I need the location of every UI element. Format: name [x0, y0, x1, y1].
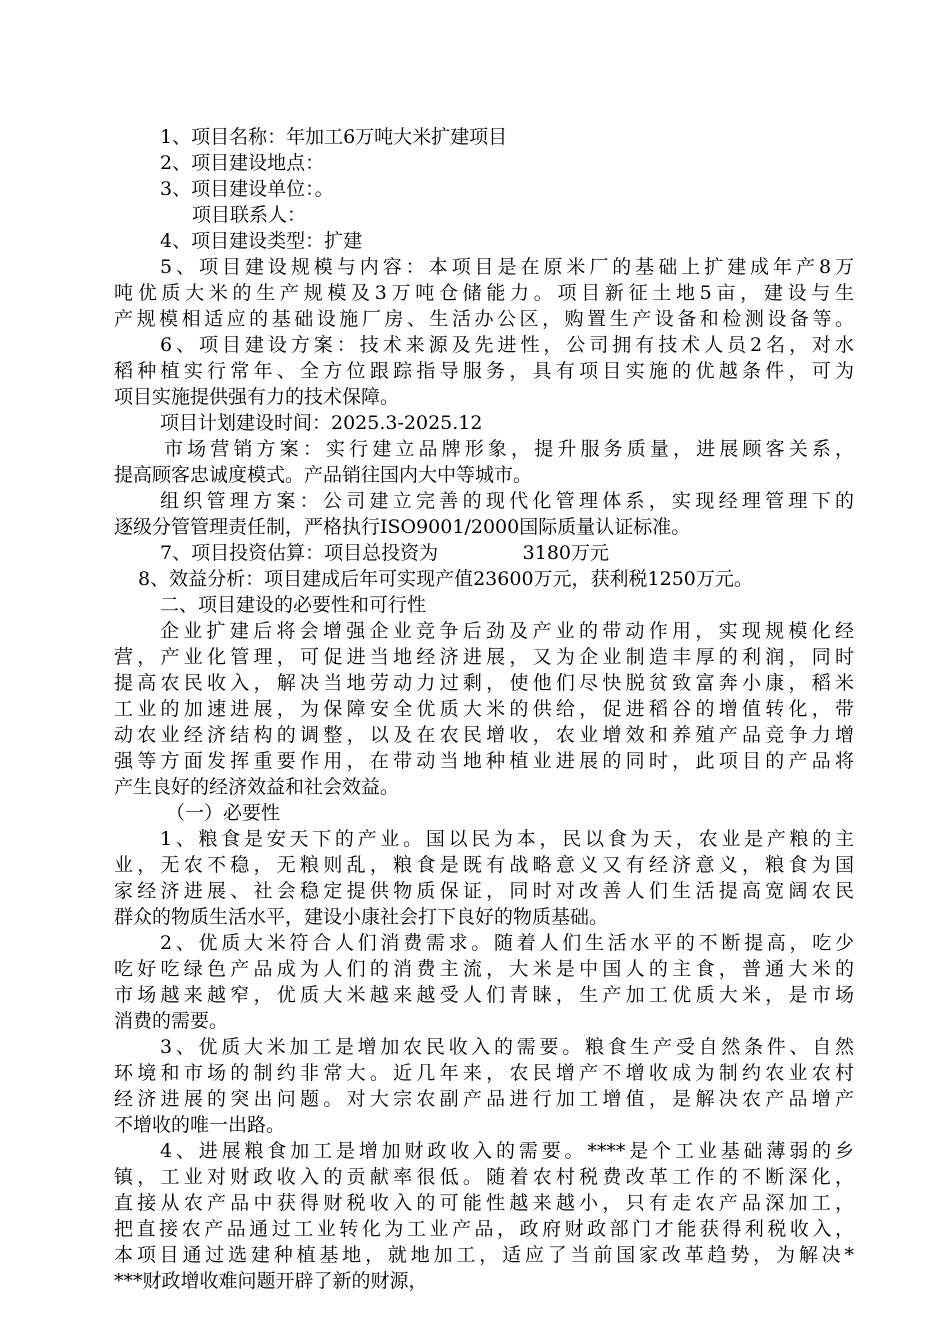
- paragraph-line: 镇，工业对财政收入的贡献率很低。随着农村税费改革工作的不断深化，: [114, 1166, 854, 1188]
- paragraph-line: 不增收的唯一出路。: [114, 1114, 286, 1136]
- paragraph-line: 消费的需要。: [114, 1010, 229, 1032]
- item-investment: 7、项目投资估算：项目总投资为 3180万元: [160, 542, 609, 564]
- paragraph-line: 4、进展粮食加工是增加财政收入的需要。****是个工业基础薄弱的乡: [160, 1140, 854, 1162]
- paragraph-line: 家经济进展、社会稳定提供物质保证，同时对改善人们生活提高宽阔农民: [114, 880, 854, 902]
- item-scale-line: 产规模相适应的基础设施厂房、生活办公区，购置生产设备和检测设备等。: [114, 308, 854, 330]
- item-plan-line: 项目实施提供强有力的技术保障。: [114, 386, 400, 408]
- item-organization-line: 组织管理方案：公司建立完善的现代化管理体系，实现经理管理下的: [160, 490, 854, 512]
- paragraph-line: 经济进展的突出问题。对大宗农副产品进行加工增值，是解决农产品增产: [114, 1088, 854, 1110]
- item-project-type: 4、项目建设类型：扩建: [160, 230, 363, 252]
- paragraph-line: 本项目通过选建种植基地，就地加工，适应了当前国家改革趋势，为解决*: [114, 1244, 854, 1266]
- paragraph-line: 企业扩建后将会增强企业竞争后劲及产业的带动作用，实现规模化经: [160, 620, 854, 642]
- paragraph-line: 环境和市场的制约非常大。近几年来，农民增产不增收成为制约农业农村: [114, 1062, 854, 1084]
- paragraph-line: 强等方面发挥重要作用，在带动当地种植业进展的同时，此项目的产品将: [114, 750, 854, 772]
- paragraph-line: ***财政增收难问题开辟了新的财源，: [114, 1270, 428, 1292]
- item-organization-line: 逐级分管管理责任制，严格执行ISO9001/2000国际质量认证标准。: [114, 516, 691, 538]
- paragraph-line: 把直接农产品通过工业转化为工业产品，政府财政部门才能获得利税收入，: [114, 1218, 854, 1240]
- paragraph-line: 群众的物质生活水平，建设小康社会打下良好的物质基础。: [114, 906, 609, 928]
- item-project-unit: 3、项目建设单位：。: [160, 178, 334, 200]
- paragraph-line: 动农业经济结构的调整，以及在农民增收，农业增效和养殖产品竞争力增: [114, 724, 854, 746]
- item-marketing-line: 提高顾客忠诚度模式。产品销往国内大中等城市。: [114, 464, 533, 486]
- item-plan-line: 6、项目建设方案：技术来源及先进性，公司拥有技术人员2名，对水: [160, 334, 854, 356]
- item-project-name: 1、项目名称：年加工6万吨大米扩建项目: [160, 126, 508, 148]
- paragraph-line: 市场越来越窄，优质大米越来越受人们青睐，生产加工优质大米，是市场: [114, 984, 854, 1006]
- paragraph-line: 产生良好的经济效益和社会效益。: [114, 776, 400, 798]
- paragraph-line: 工业的加速进展，为保障安全优质大米的供给，促进稻谷的增值转化，带: [114, 698, 854, 720]
- item-benefit: 8、效益分析：项目建成后年可实现产值23600万元，获利税1250万元。: [138, 568, 753, 590]
- paragraph-line: 吃好吃绿色产品成为人们的消费主流，大米是中国人的主食，普通大米的: [114, 958, 854, 980]
- item-scale-line: 5、项目建设规模与内容：本项目是在原米厂的基础上扩建成年产8万: [160, 256, 854, 278]
- item-project-location: 2、项目建设地点：: [160, 152, 325, 174]
- paragraph-line: 营，产业化管理，可促进当地经济进展，又为企业制造丰厚的利润，同时: [114, 646, 854, 668]
- item-marketing-line: 市场营销方案：实行建立品牌形象，提升服务质量，进展顾客关系，: [164, 438, 854, 460]
- paragraph-line: 直接从农产品中获得财税收入的可能性越来越小，只有走农产品深加工，: [114, 1192, 854, 1214]
- item-project-contact: 项目联系人：: [192, 204, 307, 226]
- item-scale-line: 吨优质大米的生产规模及3万吨仓储能力。项目新征土地5亩，建设与生: [114, 282, 854, 304]
- section-heading: 二、项目建设的必要性和可行性: [160, 594, 427, 616]
- item-schedule: 项目计划建设时间：2025.3-2025.12: [160, 412, 483, 434]
- paragraph-line: 3、优质大米加工是增加农民收入的需要。粮食生产受自然条件、自然: [160, 1036, 854, 1058]
- paragraph-line: 业，无农不稳，无粮则乱，粮食是既有战略意义又有经济意义，粮食为国: [114, 854, 854, 876]
- subsection-heading: （一）必要性: [166, 802, 281, 824]
- paragraph-line: 2、优质大米符合人们消费需求。随着人们生活水平的不断提高，吃少: [160, 932, 854, 954]
- item-plan-line: 稻种植实行常年、全方位跟踪指导服务，具有项目实施的优越条件，可为: [114, 360, 854, 382]
- paragraph-line: 提高农民收入，解决当地劳动力过剩，使他们尽快脱贫致富奔小康，稻米: [114, 672, 854, 694]
- paragraph-line: 1、粮食是安天下的产业。国以民为本，民以食为天，农业是产粮的主: [160, 828, 854, 850]
